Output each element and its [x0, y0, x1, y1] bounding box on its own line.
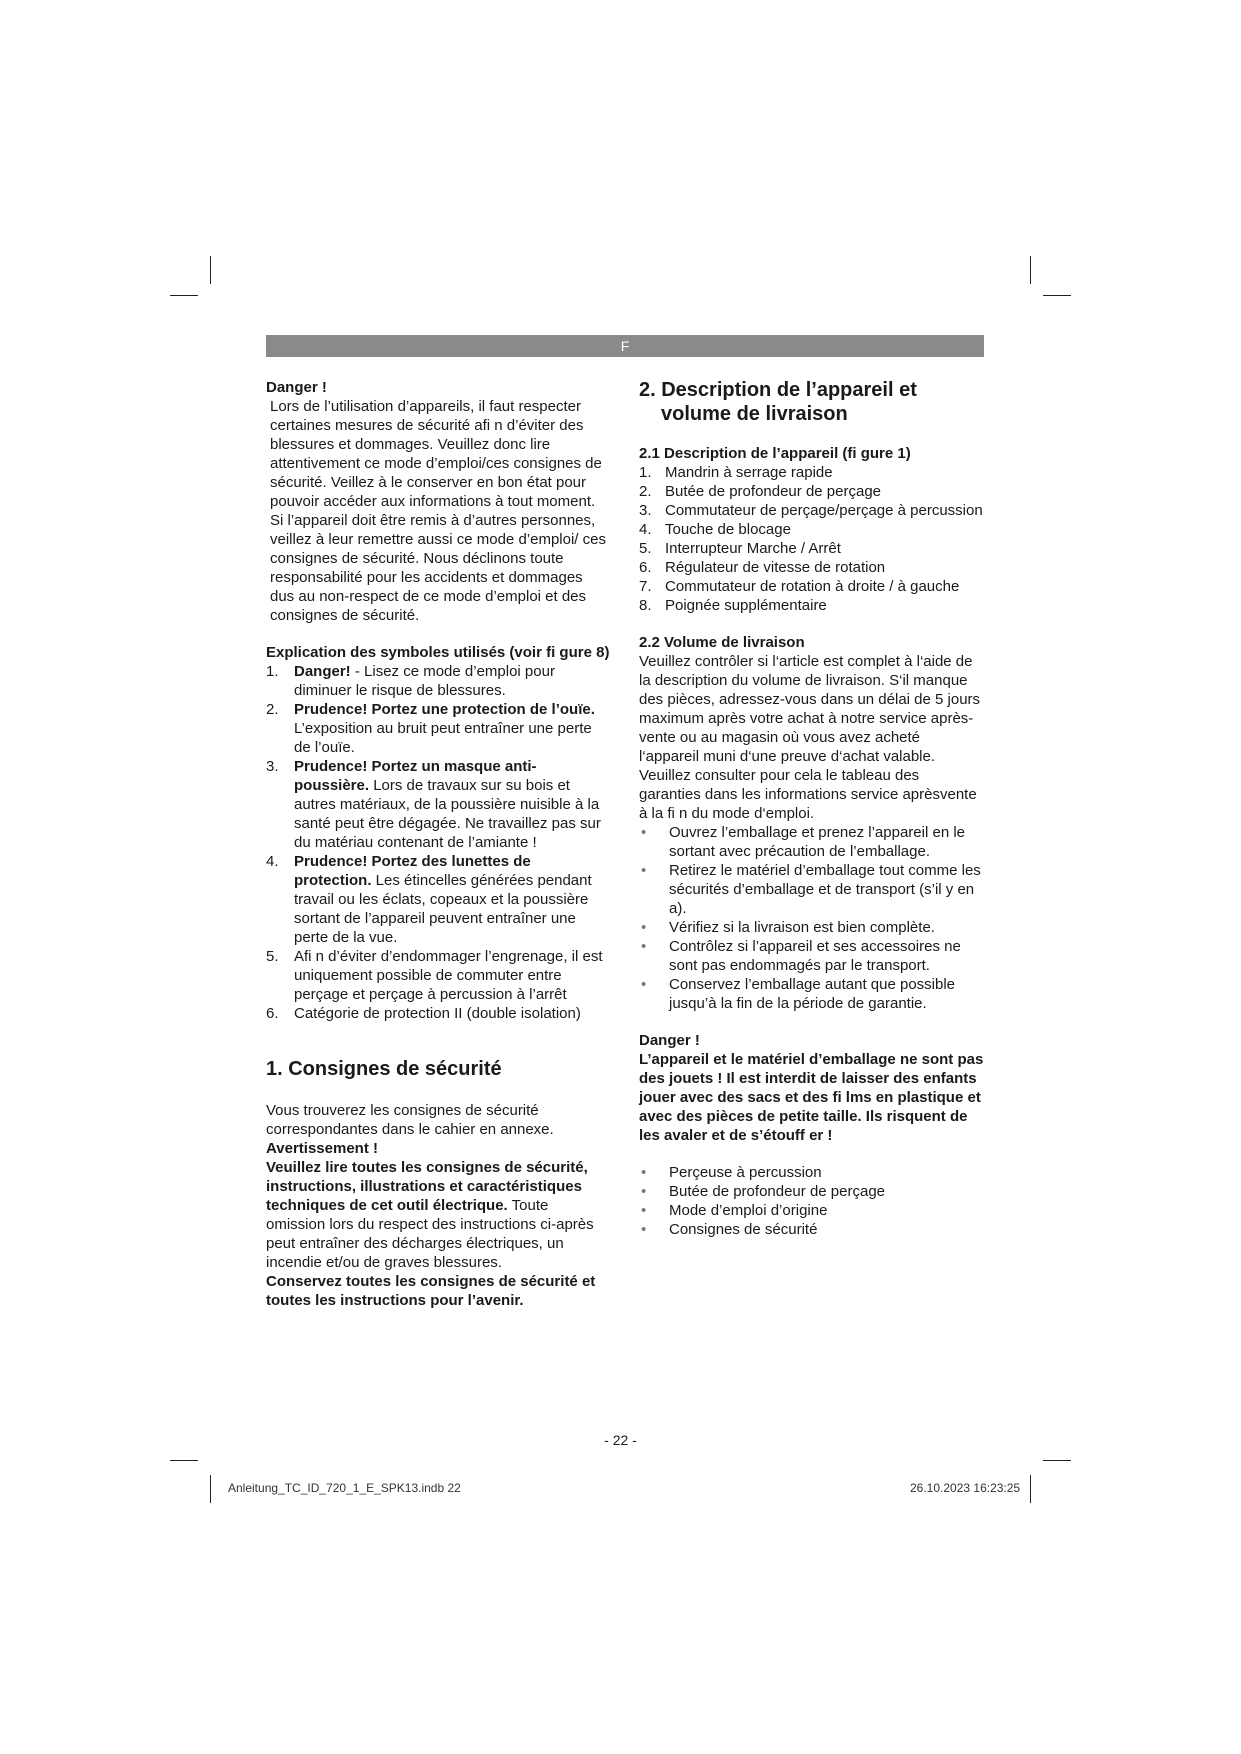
danger-text: Lors de l’utilisation d’appareils, il faut respecter certaines mesures de sécurité afi n d’éviter des blessures et dommages. Veuillez donc lire attentivement ce mode d’emploi/ces consignes de sécurité. Veillez à le conserver en bon état pour pouvoir accéder aux informations à tout moment. Si l’appareil doit être remis à d’autres personnes, veillez à leur remettre aussi ce mode d’emploi/ ces consignes de sécurité. Nous déclinons toute responsabilité pour les accidents et dommages dus au non-respect de ce mode d’emploi et des consignes de sécurité. — [270, 398, 606, 624]
crop-mark — [1043, 295, 1071, 296]
list-item: 3. Commutateur de perçage/perçage à percussion — [639, 502, 983, 519]
danger-title: Danger ! — [266, 379, 327, 396]
list-item: 4. Prudence! Portez des lunettes de protection. Les étincelles générées pendant travail ou les éclats, copeaux et la poussière sortant de l’appareil peuvent entraîner une perte de la vue. — [266, 853, 592, 946]
list-item: 4. Touche de blocage — [639, 521, 791, 538]
list-item: • Vérifiez si la livraison est bien complète. — [639, 918, 984, 937]
crop-mark — [170, 295, 198, 296]
list-item: • Contrôlez si l’appareil et ses accessoires ne sont pas endommagés par le transport. — [639, 937, 984, 975]
symbols-title: Explication des symboles utilisés (voir fi gure 8) — [266, 644, 610, 661]
list-item: 2. Prudence! Portez une protection de l’ouïe. L’exposition au bruit peut entraîner une perte de l’ouïe. — [266, 701, 595, 756]
crop-mark — [1043, 1460, 1071, 1461]
language-header-bar — [266, 335, 984, 357]
list-item: 6. Catégorie de protection II (double isolation) — [266, 1005, 581, 1022]
sub22-title: 2.2 Volume de livraison — [639, 634, 805, 651]
crop-mark — [210, 1475, 211, 1503]
danger2-text: L’appareil et le matériel d’emballage ne sont pas des jouets ! Il est interdit de laisser des enfants jouer avec des sacs et des fi lms en plastique et avec des pièces de petite taille. Ils risquent de les avaler et de s’étouff er ! — [639, 1051, 984, 1144]
list-item: 2. Butée de profondeur de perçage — [639, 483, 881, 500]
section2-title: 2. Description de l’appareil et volume de livraison — [639, 379, 917, 425]
list-item: • Perçeuse à percussion — [639, 1163, 984, 1182]
parts-list — [639, 463, 984, 615]
right-column — [639, 378, 984, 1239]
list-item: • Butée de profondeur de perçage — [639, 1182, 984, 1201]
left-column — [266, 378, 611, 1310]
delivery-list — [639, 1163, 984, 1239]
list-item: • Ouvrez l’emballage et prenez l’appareil en le sortant avec précaution de l’emballage. — [639, 823, 984, 861]
list-item: • Conservez l’emballage autant que possible jusqu’à la fin de la période de garantie. — [639, 975, 984, 1013]
list-item: 1. Danger! - Lisez ce mode d’emploi pour diminuer le risque de blessures. — [266, 663, 555, 699]
section1-title: 1. Consignes de sécurité — [266, 1058, 502, 1080]
symbols-list — [266, 662, 611, 1023]
warning-title: Avertissement ! — [266, 1140, 378, 1157]
list-item: • Retirez le matériel d’emballage tout comme les sécurités d’emballage et de transport (s’il y en a). — [639, 861, 984, 918]
keep-instructions: Conservez toutes les consignes de sécurité et toutes les instructions pour l’avenir. — [266, 1273, 596, 1309]
footer-datetime: 26.10.2023 16:23:25 — [910, 1481, 1021, 1495]
page-number: - 22 - — [604, 1432, 637, 1448]
language-label: F — [620, 338, 630, 354]
list-item: • Mode d’emploi d’origine — [639, 1201, 984, 1220]
crop-mark — [170, 1460, 198, 1461]
footer-file: Anleitung_TC_ID_720_1_E_SPK13.indb 22 — [228, 1481, 461, 1495]
list-item: 7. Commutateur de rotation à droite / à gauche — [639, 578, 960, 595]
list-item: 3. Prudence! Portez un masque anti-poussière. Lors de travaux sur su bois et autres matériaux, de la poussière nuisible à la santé peut être dégagée. Ne travaillez pas sur du matériau contenant de l’amiante ! — [266, 758, 601, 851]
checks-list — [639, 823, 984, 1013]
list-item: • Consignes de sécurité — [639, 1220, 984, 1239]
list-item: 5. Afi n d’éviter d’endommager l’engrenage, il est uniquement possible de commuter entre perçage et perçage à percussion à l’arrêt — [266, 948, 603, 1003]
crop-mark — [210, 256, 211, 284]
list-item: 5. Interrupteur Marche / Arrêt — [639, 540, 841, 557]
warning-paragraph: Veuillez lire toutes les consignes de sécurité, instructions, illustrations et caractéristiques techniques de cet outil électrique. Toute omission lors du respect des instructions ci-après peut entraîner des décharges électriques, un incendie et/ou de graves blessures. — [266, 1159, 594, 1271]
crop-mark — [1030, 256, 1031, 284]
sub21-title: 2.1 Description de l’appareil (fi gure 1) — [639, 445, 911, 462]
list-item: 6. Régulateur de vitesse de rotation — [639, 559, 886, 576]
sub22-text: Veuillez contrôler si l‘article est complet à l‘aide de la description du volume de livraison. S‘il manque des pièces, adressez-vous dans un délai de 5 jours maximum après votre achat à notre service après-vente ou au magasin où vous avez acheté l‘appareil muni d‘une preuve d‘achat valable. Veuillez consulter pour cela le tableau des garanties dans les informations service aprèsvente à la fi n du mode d‘emploi. — [639, 653, 981, 822]
crop-mark — [1030, 1475, 1031, 1503]
section1-intro: Vous trouverez les consignes de sécurité correspondantes dans le cahier en annexe. — [266, 1102, 554, 1138]
list-item: 1. Mandrin à serrage rapide — [639, 464, 833, 481]
list-item: 8. Poignée supplémentaire — [639, 597, 827, 614]
danger2-title: Danger ! — [639, 1032, 700, 1049]
